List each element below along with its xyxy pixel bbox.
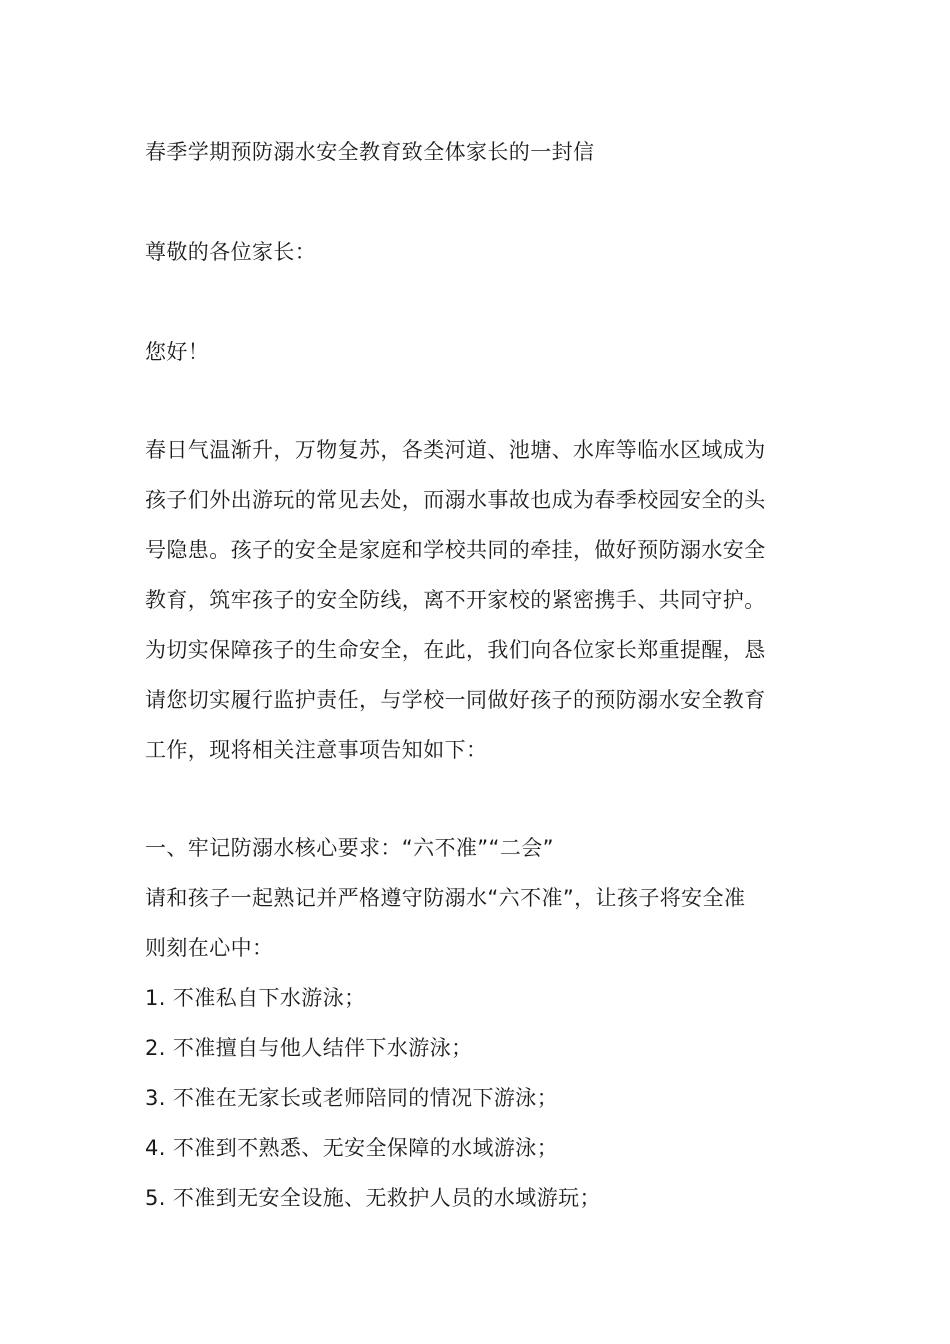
intro-line: 工作，现将相关注意事项告知如下：: [145, 738, 488, 762]
document-title: 春季学期预防溺水安全教育致全体家长的一封信: [145, 140, 595, 164]
section-heading: 一、牢记防溺水核心要求：“六不准”“二会”: [145, 836, 554, 860]
intro-line: 春日气温渐升，万物复苏，各类河道、池塘、水库等临水区域成为: [145, 438, 766, 462]
rule-item: 1. 不准私自下水游泳；: [145, 986, 366, 1010]
rule-item: 2. 不准擅自与他人结伴下水游泳；: [145, 1036, 473, 1060]
intro-line: 孩子们外出游玩的常见去处，而溺水事故也成为春季校园安全的头: [145, 488, 766, 512]
section-intro-line: 请和孩子一起熟记并严格遵守防溺水“六不准”，让孩子将安全准: [145, 886, 746, 910]
intro-line: 请您切实履行监护责任，与学校一同做好孩子的预防溺水安全教育: [145, 688, 766, 712]
intro-line: 号隐患。孩子的安全是家庭和学校共同的牵挂，做好预防溺水安全: [145, 538, 766, 562]
rule-item: 4. 不准到不熟悉、无安全保障的水域游泳；: [145, 1136, 559, 1160]
rule-item: 3. 不准在无家长或老师陪同的情况下游泳；: [145, 1086, 559, 1110]
greeting: 您好！: [145, 340, 210, 364]
salutation: 尊敬的各位家长：: [145, 240, 317, 264]
section-intro-line: 则刻在心中：: [145, 936, 274, 960]
rule-item: 5. 不准到无安全设施、无救护人员的水域游玩；: [145, 1186, 601, 1210]
intro-line: 为切实保障孩子的生命安全，在此，我们向各位家长郑重提醒，恳: [145, 638, 766, 662]
intro-line: 教育，筑牢孩子的安全防线，离不开家校的紧密携手、共同守护。: [145, 588, 766, 612]
